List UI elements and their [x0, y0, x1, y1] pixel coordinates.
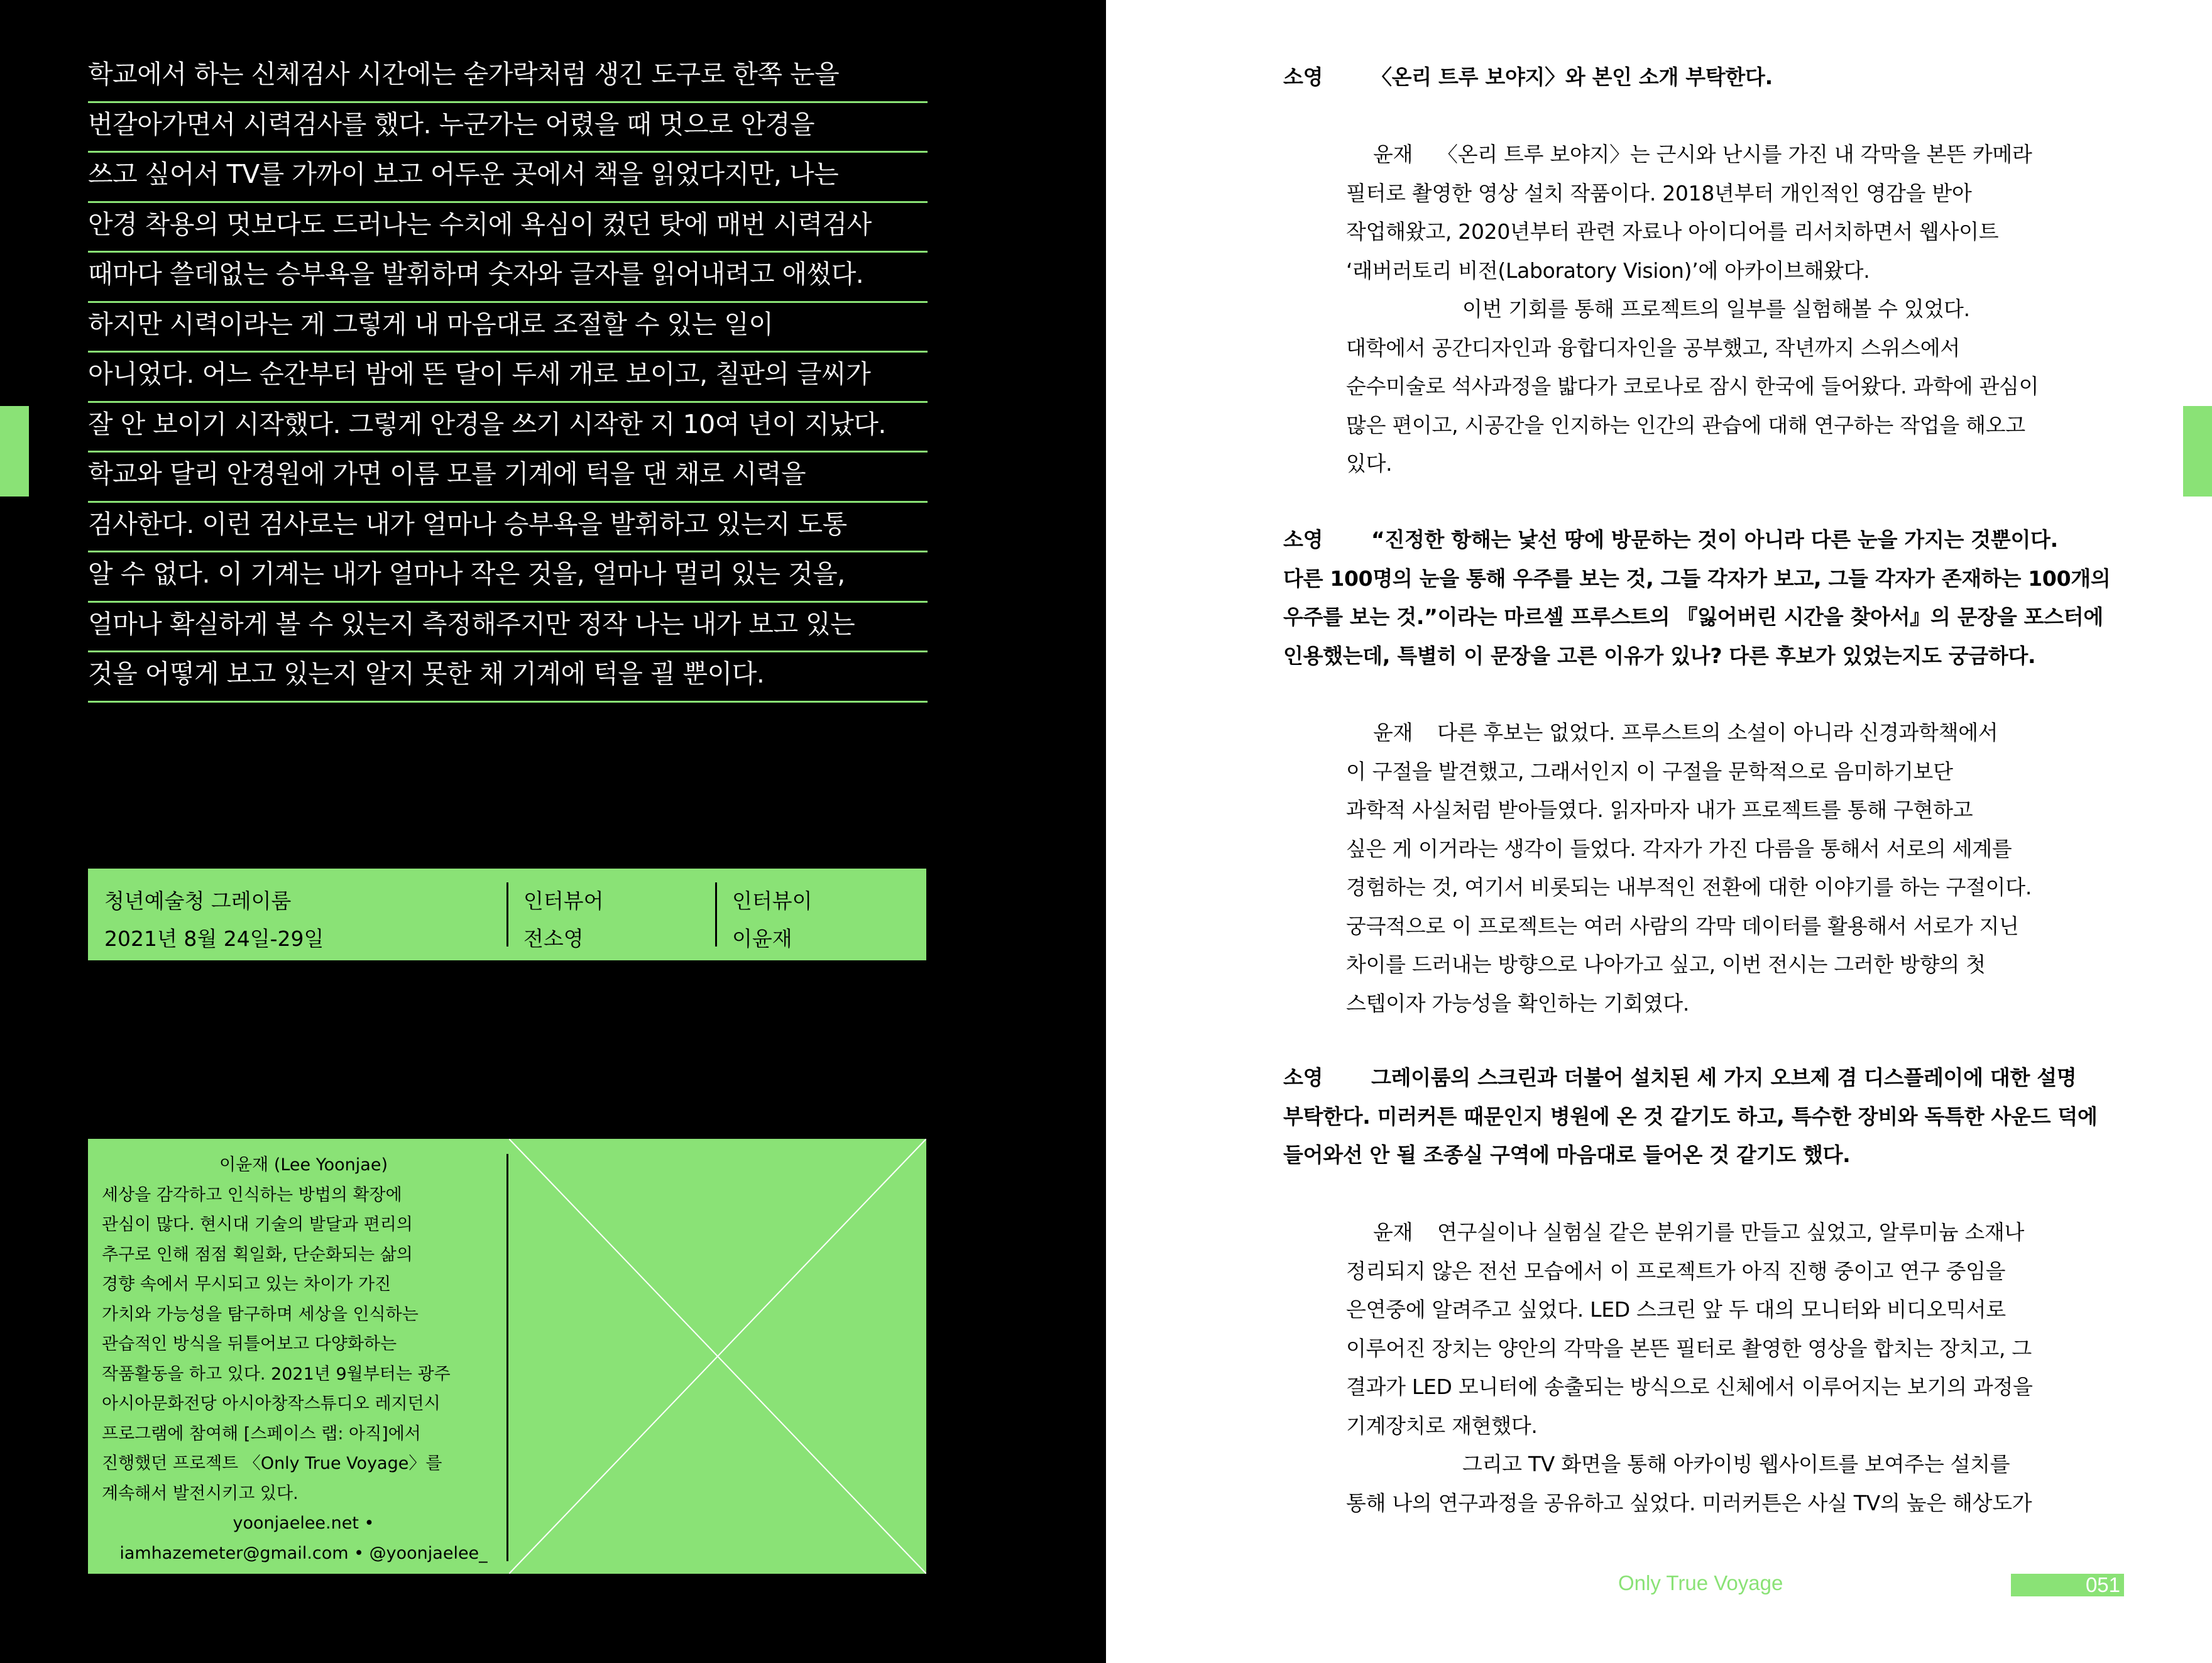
answer-text: ‘래버러토리 비전(Laboratory Vision)’에 아카이브해왔다. — [1346, 258, 1870, 283]
bio-divider — [506, 1154, 508, 1561]
page-tab-marker — [2183, 406, 2212, 497]
question-text: 부탁한다. 미러커튼 때문인지 병원에 온 것 같기도 하고, 특수한 장비와 독특한 사운드 덕에 — [1283, 1104, 2098, 1129]
question — [1283, 520, 2119, 675]
essay-line: 안경 착용의 멋보다도 드러나는 수치에 욕심이 컸던 탓에 매번 시력검사 — [88, 203, 928, 253]
question — [1283, 58, 2119, 97]
answer-text: 통해 나의 연구과정을 공유하고 싶었다. 미러커튼은 사실 TV의 높은 해상도가 — [1346, 1490, 2032, 1515]
essay-line: 알 수 없다. 이 기계는 내가 얼마나 작은 것을, 얼마나 멀리 있는 것을, — [88, 552, 928, 603]
answer-text: 정리되지 않은 전선 모습에서 이 프로젝트가 아직 진행 중이고 연구 중임을 — [1346, 1258, 2006, 1283]
bio-line: 아시아문화전당 아시아창작스튜디오 레지던시 — [102, 1394, 441, 1413]
answer-text: 순수미술로 석사과정을 밟다가 코로나로 잠시 한국에 들어왔다. 과학에 관심이 — [1346, 374, 2039, 398]
answer-text: 작업해왔고, 2020년부터 관련 자료나 아이디어를 리서치하면서 웹사이트 — [1346, 219, 1999, 244]
answer-text: 기계장치로 재현했다. — [1346, 1413, 1538, 1438]
answer — [1283, 135, 2119, 483]
answer-text: 그리고 TV 화면을 통해 아카이빙 웹사이트를 보여주는 설치를 — [1462, 1452, 2010, 1476]
bio-line: 프로그램에 참여해 [스페이스 랩: 아직]에서 — [102, 1424, 421, 1444]
bio-line: 세상을 감각하고 인식하는 방법의 확장에 — [102, 1185, 402, 1205]
speaker-label: 소영 — [1283, 65, 1323, 89]
essay-line: 것을 어떻게 보고 있는지 알지 못한 채 기계에 턱을 괼 뿐이다. — [88, 652, 928, 703]
bio-line: 진행했던 프로젝트 〈Only True Voyage〉를 — [102, 1454, 442, 1473]
speaker-label: 소영 — [1283, 1065, 1323, 1090]
date: 2021년 8월 24일-29일 — [104, 926, 324, 951]
bio-contact: iamhazemeter@gmail.com • @yoonjaelee_ — [119, 1543, 488, 1563]
interviewee-name: 이윤재 — [732, 926, 792, 951]
answer — [1283, 1213, 2119, 1522]
essay-line: 때마다 쓸데없는 승부욕을 발휘하며 숫자와 글자를 읽어내려고 애썼다. — [88, 253, 928, 303]
question-text: 인용했는데, 특별히 이 문장을 고른 이유가 있나? 다른 후보가 있었는지도 궁금하다. — [1283, 643, 2036, 668]
bio-website: yoonjaelee.net • — [233, 1513, 375, 1533]
interviewer-name: 전소영 — [523, 926, 584, 951]
interviewee-column — [715, 882, 923, 951]
answer-text: 과학적 사실처럼 받아들였다. 읽자마자 내가 프로젝트를 통해 구현하고 — [1346, 798, 1973, 822]
essay-line: 번갈아가면서 시력검사를 했다. 누군가는 어렸을 때 멋으로 안경을 — [88, 103, 928, 153]
page-tab-marker — [0, 406, 29, 497]
page-number: 051 — [2085, 1573, 2120, 1596]
question-text: 그레이룸의 스크린과 더불어 설치된 세 가지 오브제 겸 디스플레이에 대한 설명 — [1371, 1065, 2077, 1090]
essay-line: 쓰고 싶어서 TV를 가까이 보고 어두운 곳에서 책을 읽었다지만, 나는 — [88, 153, 928, 203]
venue: 청년예술청 그레이룸 — [104, 889, 292, 913]
question-2 — [1283, 520, 2119, 675]
interviewer-label: 인터뷰어 — [523, 889, 604, 913]
answer-3 — [1283, 1213, 2119, 1522]
speaker-label: 윤재 — [1373, 1220, 1413, 1244]
essay-line: 아니었다. 어느 순간부터 밤에 뜬 달이 두세 개로 보이고, 칠판의 글씨가 — [88, 353, 928, 403]
interviewee-label: 인터뷰이 — [732, 889, 813, 913]
venue-column — [104, 882, 506, 951]
speaker-label: 윤재 — [1373, 142, 1413, 167]
interview-info-box — [88, 869, 926, 960]
answer-text: 차이를 드러내는 방향으로 나아가고 싶고, 이번 전시는 그러한 방향의 첫 — [1346, 952, 1986, 977]
bio-line: 관습적인 방식을 뒤틀어보고 다양화하는 — [102, 1334, 397, 1354]
answer-2 — [1283, 713, 2119, 1023]
answer-text: 이번 기회를 통해 프로젝트의 일부를 실험해볼 수 있었다. — [1462, 297, 1970, 321]
question-text: 〈온리 트루 보야지〉와 본인 소개 부탁한다. — [1371, 65, 1773, 89]
answer-1 — [1283, 135, 2119, 483]
page-number-bar — [2011, 1574, 2124, 1596]
question — [1283, 1058, 2119, 1175]
running-footer-title: Only True Voyage — [1618, 1571, 1783, 1594]
answer-text: 궁극적으로 이 프로젝트는 여러 사람의 각막 데이터를 활용해서 서로가 지닌 — [1346, 913, 2019, 938]
essay-line: 학교에서 하는 신체검사 시간에는 숟가락처럼 생긴 도구로 한쪽 눈을 — [88, 53, 928, 103]
bio-name: 이윤재 (Lee Yoonjae) — [219, 1155, 388, 1175]
artist-bio-box — [88, 1139, 926, 1574]
answer-text: 〈온리 트루 보야지〉는 근시와 난시를 가진 내 각막을 본뜬 카메라 — [1437, 142, 2032, 167]
answer — [1283, 713, 2119, 1023]
answer-text: 싶은 게 이거라는 생각이 들었다. 각자가 가진 다름을 통해서 서로의 세계를 — [1346, 836, 2012, 861]
question-text: 다른 100명의 눈을 통해 우주를 보는 것, 그들 각자가 보고, 그들 각자가 존재하는 100개의 — [1283, 566, 2111, 591]
question-3 — [1283, 1058, 2119, 1175]
bio-text — [102, 1150, 505, 1568]
bio-line: 가치와 가능성을 탐구하며 세상을 인식하는 — [102, 1304, 419, 1324]
question-text: “진정한 항해는 낯선 땅에 방문하는 것이 아니라 다른 눈을 가지는 것뿐이다. — [1371, 527, 2058, 552]
answer-text: 있다. — [1346, 451, 1393, 476]
answer-text: 경험하는 것, 여기서 비롯되는 내부적인 전환에 대한 이야기를 하는 구절이다. — [1346, 875, 2032, 899]
essay-line: 하지만 시력이라는 게 그렇게 내 마음대로 조절할 수 있는 일이 — [88, 303, 928, 353]
answer-text: 필터로 촬영한 영상 설치 작품이다. 2018년부터 개인적인 영감을 받아 — [1346, 180, 1972, 206]
placeholder-cross-icon — [509, 1139, 926, 1574]
answer-text: 은연중에 알려주고 싶었다. LED 스크린 앞 두 대의 모니터와 비디오믹서로 — [1346, 1297, 2006, 1322]
question-text: 들어와선 안 될 조종실 구역에 마음대로 들어온 것 같기도 했다. — [1283, 1143, 1851, 1167]
question-1 — [1283, 58, 2119, 97]
essay-text — [88, 53, 928, 703]
image-placeholder — [509, 1139, 926, 1574]
answer-text: 스텝이자 가능성을 확인하는 기회였다. — [1346, 991, 1690, 1016]
question-text: 우주를 보는 것.”이라는 마르셀 프루스트의 『잃어버린 시간을 찾아서』의 문장을 포스터에 — [1283, 605, 2103, 629]
essay-line: 잘 안 보이기 시작했다. 그렇게 안경을 쓰기 시작한 지 10여 년이 지났다. — [88, 403, 928, 453]
essay-line: 학교와 달리 안경원에 가면 이름 모를 기계에 턱을 댄 채로 시력을 — [88, 453, 928, 503]
bio-line: 작품활동을 하고 있다. 2021년 9월부터는 광주 — [102, 1364, 451, 1384]
bio-line: 계속해서 발전시키고 있다. — [102, 1483, 298, 1503]
answer-text: 이루어진 장치는 양안의 각막을 본뜬 필터로 촬영한 영상을 합치는 장치고, 그 — [1346, 1336, 2032, 1361]
bio-line: 경향 속에서 무시되고 있는 차이가 가진 — [102, 1275, 391, 1294]
answer-text: 대학에서 공간디자인과 융합디자인을 공부했고, 작년까지 스위스에서 — [1346, 335, 1960, 360]
answer-text: 연구실이나 실험실 같은 분위기를 만들고 싶었고, 알루미늄 소재나 — [1437, 1220, 2025, 1244]
bio-line: 관심이 많다. 현시대 기술의 발달과 편리의 — [102, 1215, 413, 1234]
answer-text: 많은 편이고, 시공간을 인지하는 인간의 관습에 대해 연구하는 작업을 해오고 — [1346, 412, 2025, 437]
answer-text: 이 구절을 발견했고, 그래서인지 이 구절을 문학적으로 음미하기보단 — [1346, 759, 1953, 784]
speaker-label: 윤재 — [1373, 720, 1413, 745]
answer-text: 다른 후보는 없었다. 프루스트의 소설이 아니라 신경과학책에서 — [1437, 720, 1998, 745]
speaker-label: 소영 — [1283, 527, 1323, 552]
interviewer-column — [506, 882, 714, 951]
bio-line: 추구로 인해 점점 획일화, 단순화되는 삶의 — [102, 1244, 413, 1265]
essay-line: 검사한다. 이런 검사로는 내가 얼마나 승부욕을 발휘하고 있는지 도통 — [88, 503, 928, 553]
answer-text: 결과가 LED 모니터에 송출되는 방식으로 신체에서 이루어지는 보기의 과정을 — [1346, 1375, 2033, 1399]
essay-line: 얼마나 확실하게 볼 수 있는지 측정해주지만 정작 나는 내가 보고 있는 — [88, 603, 928, 653]
